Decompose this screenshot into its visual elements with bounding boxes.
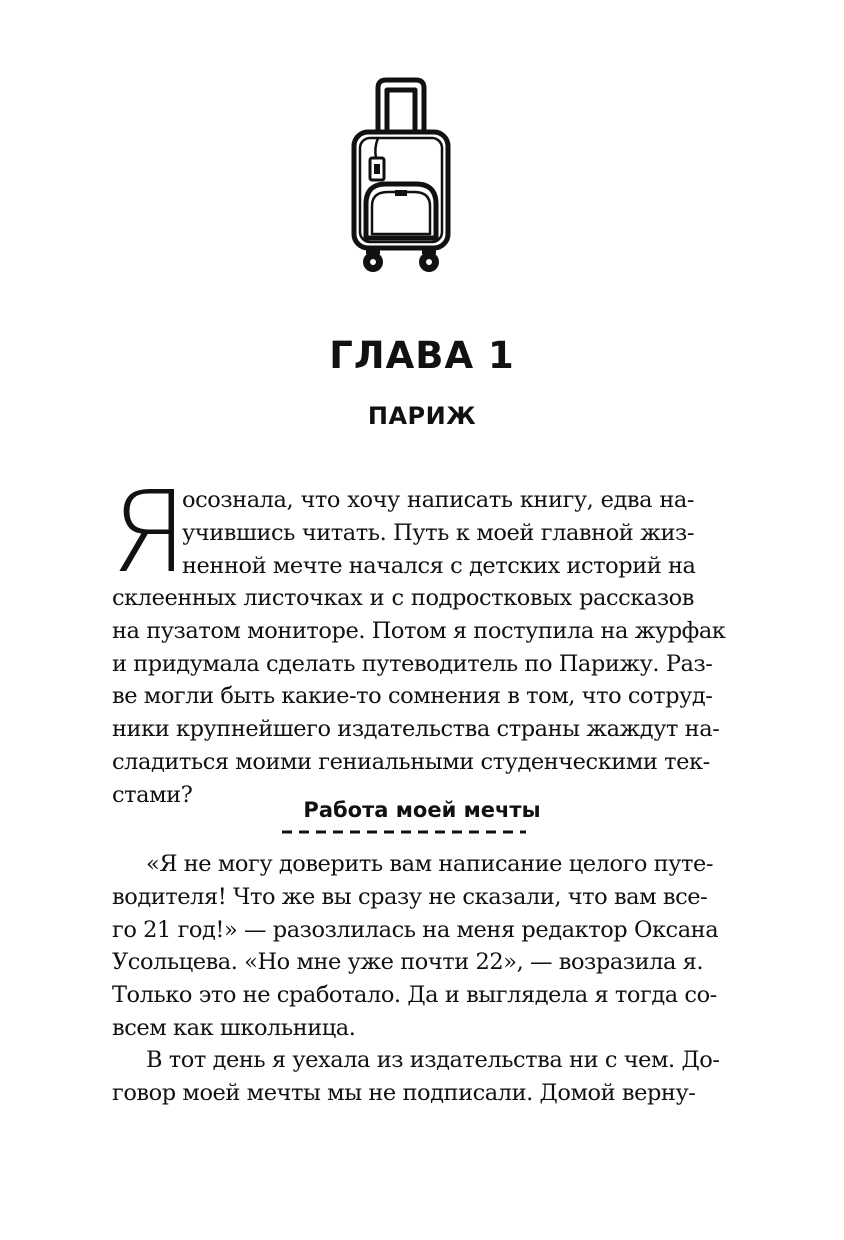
paragraph-1 — [112, 582, 726, 812]
chapter-subtitle: ПАРИЖ — [367, 402, 477, 430]
text-line: сладиться моими гениальными студенческими тек- — [112, 748, 710, 775]
text-line: ненной мечте начался с детских историй на — [182, 552, 696, 579]
section-heading: Работа моей мечты — [303, 798, 541, 822]
text-line: водителя! Что же вы сразу не сказали, что вам все- — [112, 883, 708, 910]
text-line: учившись читать. Путь к моей главной жиз- — [182, 519, 694, 546]
text-line: всем как школьница. — [112, 1014, 356, 1041]
text-line: Усольцева. «Но мне уже почти 22», — возразила я. — [112, 949, 704, 976]
paragraph-3 — [112, 1044, 720, 1110]
text-line: и придумала сделать путеводитель по Парижу. Раз- — [112, 650, 713, 677]
chapter-title: ГЛАВА 1 — [329, 334, 515, 377]
text-line: осознала, что хочу написать книгу, едва на- — [182, 487, 694, 513]
paragraph-1-wrapped — [182, 484, 694, 582]
text-line: ве могли быть какие-то сомнения в том, что сотруд- — [112, 683, 713, 710]
text-line: Только это не сработало. Да и выглядела я тогда со- — [112, 982, 717, 1009]
paragraph-2 — [112, 848, 719, 1045]
text-line: склеенных листочках и с подростковых рассказов — [112, 585, 694, 611]
text-line: на пузатом мониторе. Потом я поступила на журфак — [112, 617, 726, 644]
drop-cap: Я — [110, 468, 188, 598]
text-line: В тот день я уехала из издательства ни с чем. До- — [146, 1047, 720, 1073]
dashed-underline — [282, 830, 526, 834]
suitcase-icon — [348, 76, 454, 274]
text-line: го 21 год!» — разозлилась на меня редактор Оксана — [112, 916, 719, 943]
text-line: стами? — [112, 781, 193, 808]
text-line: говор моей мечты мы не подписали. Домой верну- — [112, 1079, 696, 1106]
text-line: ники крупнейшего издательства страны жаждут на- — [112, 716, 720, 743]
text-line: «Я не могу доверить вам написание целого путе- — [146, 851, 714, 877]
